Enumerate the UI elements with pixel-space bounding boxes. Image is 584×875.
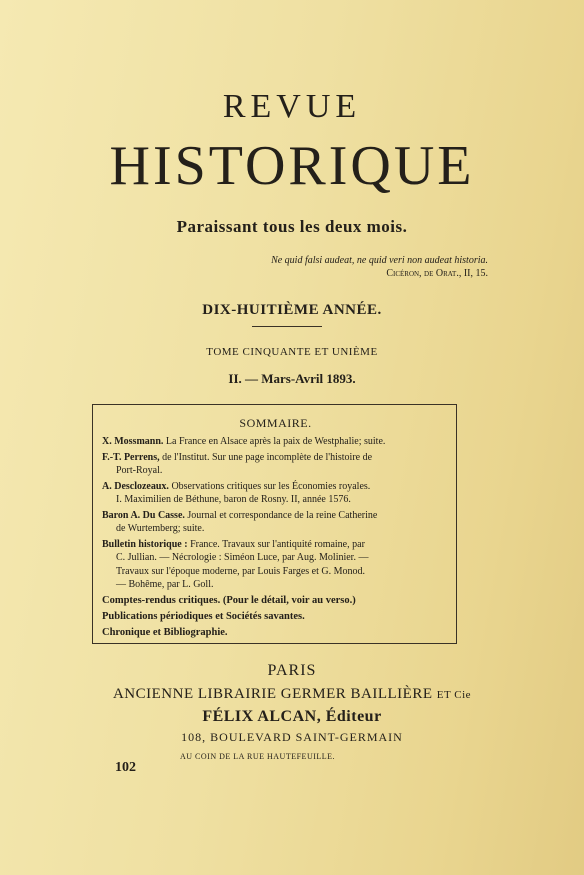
entry-author: Bulletin historique :: [102, 538, 188, 550]
entry-author: Baron A. Du Casse.: [102, 509, 185, 521]
entry-text: de l'Institut. Sur une page incomplète de l'histoire de: [162, 451, 373, 463]
issue-number: II. — Mars-Avril 1893.: [228, 371, 356, 386]
list-item: [102, 538, 449, 592]
librairie-suffix: ET Cie: [436, 689, 472, 701]
table-of-contents: [92, 404, 457, 644]
list-item: [102, 435, 449, 449]
entry-text: Observations critiques sur les Économies royales.: [171, 480, 371, 492]
list-item: [102, 509, 449, 536]
entry-author: F.-T. Perrens,: [102, 451, 160, 463]
list-item: Publications périodiques et Sociétés savantes.: [102, 610, 305, 622]
entry-continuation: — Bohême, par L. Goll.: [116, 579, 214, 591]
issue-serial-number: 102: [115, 760, 136, 775]
tome-number: TOME CINQUANTE ET UNIÈME: [206, 346, 378, 358]
entry-text: La France en Alsace après la paix de Westphalie; suite.: [165, 436, 386, 448]
entry-continuation: C. Jullian. — Nécrologie : Siméon Luce, par Aug. Molinier. —: [116, 552, 369, 564]
entry-continuation: Port-Royal.: [116, 465, 163, 477]
list-item: [102, 451, 449, 478]
publisher-corner: AU COIN DE LA RUE HAUTEFEUILLE.: [180, 752, 336, 761]
publisher-name: FÉLIX ALCAN, Éditeur: [202, 708, 382, 725]
publisher-address: 108, BOULEVARD SAINT-GERMAIN: [181, 730, 403, 744]
list-item: [102, 480, 449, 507]
entry-continuation: Travaux sur l'époque moderne, par Louis Farges et G. Monod.: [116, 565, 365, 577]
entry-text: France. Travaux sur l'antiquité romaine, par: [190, 538, 365, 550]
masthead-revue: REVUE: [222, 88, 362, 125]
librairie-name: ANCIENNE LIBRAIRIE GERMER BAILLIÈRE: [112, 686, 433, 702]
list-item: Comptes-rendus critiques. (Pour le détail, voir au verso.): [102, 594, 356, 606]
entry-continuation: de Wurtemberg; suite.: [116, 523, 205, 535]
divider-rule: [252, 326, 322, 327]
entry-continuation: I. Maximilien de Béthune, baron de Rosny. II, année 1576.: [116, 494, 351, 506]
masthead-historique: HISTORIQUE: [109, 135, 475, 197]
contents-title: SOMMAIRE.: [239, 416, 312, 430]
edition-year: DIX-HUITIÈME ANNÉE.: [202, 302, 382, 318]
entry-text: Journal et correspondance de la reine Catherine: [187, 509, 378, 521]
entry-author: X. Mossmann.: [102, 436, 164, 448]
list-item: Chronique et Bibliographie.: [102, 627, 228, 639]
entry-author: A. Desclozeaux.: [102, 480, 169, 492]
epigraph-source: Cicéron, de Orat., II, 15.: [386, 268, 488, 279]
epigraph-quote: Ne quid falsi audeat, ne quid veri non audeat historia.: [271, 255, 488, 266]
publication-frequency: Paraissant tous les deux mois.: [176, 217, 408, 236]
epigraph: [271, 254, 488, 280]
publisher-librairie: [0, 686, 584, 703]
publisher-city: PARIS: [267, 662, 317, 679]
